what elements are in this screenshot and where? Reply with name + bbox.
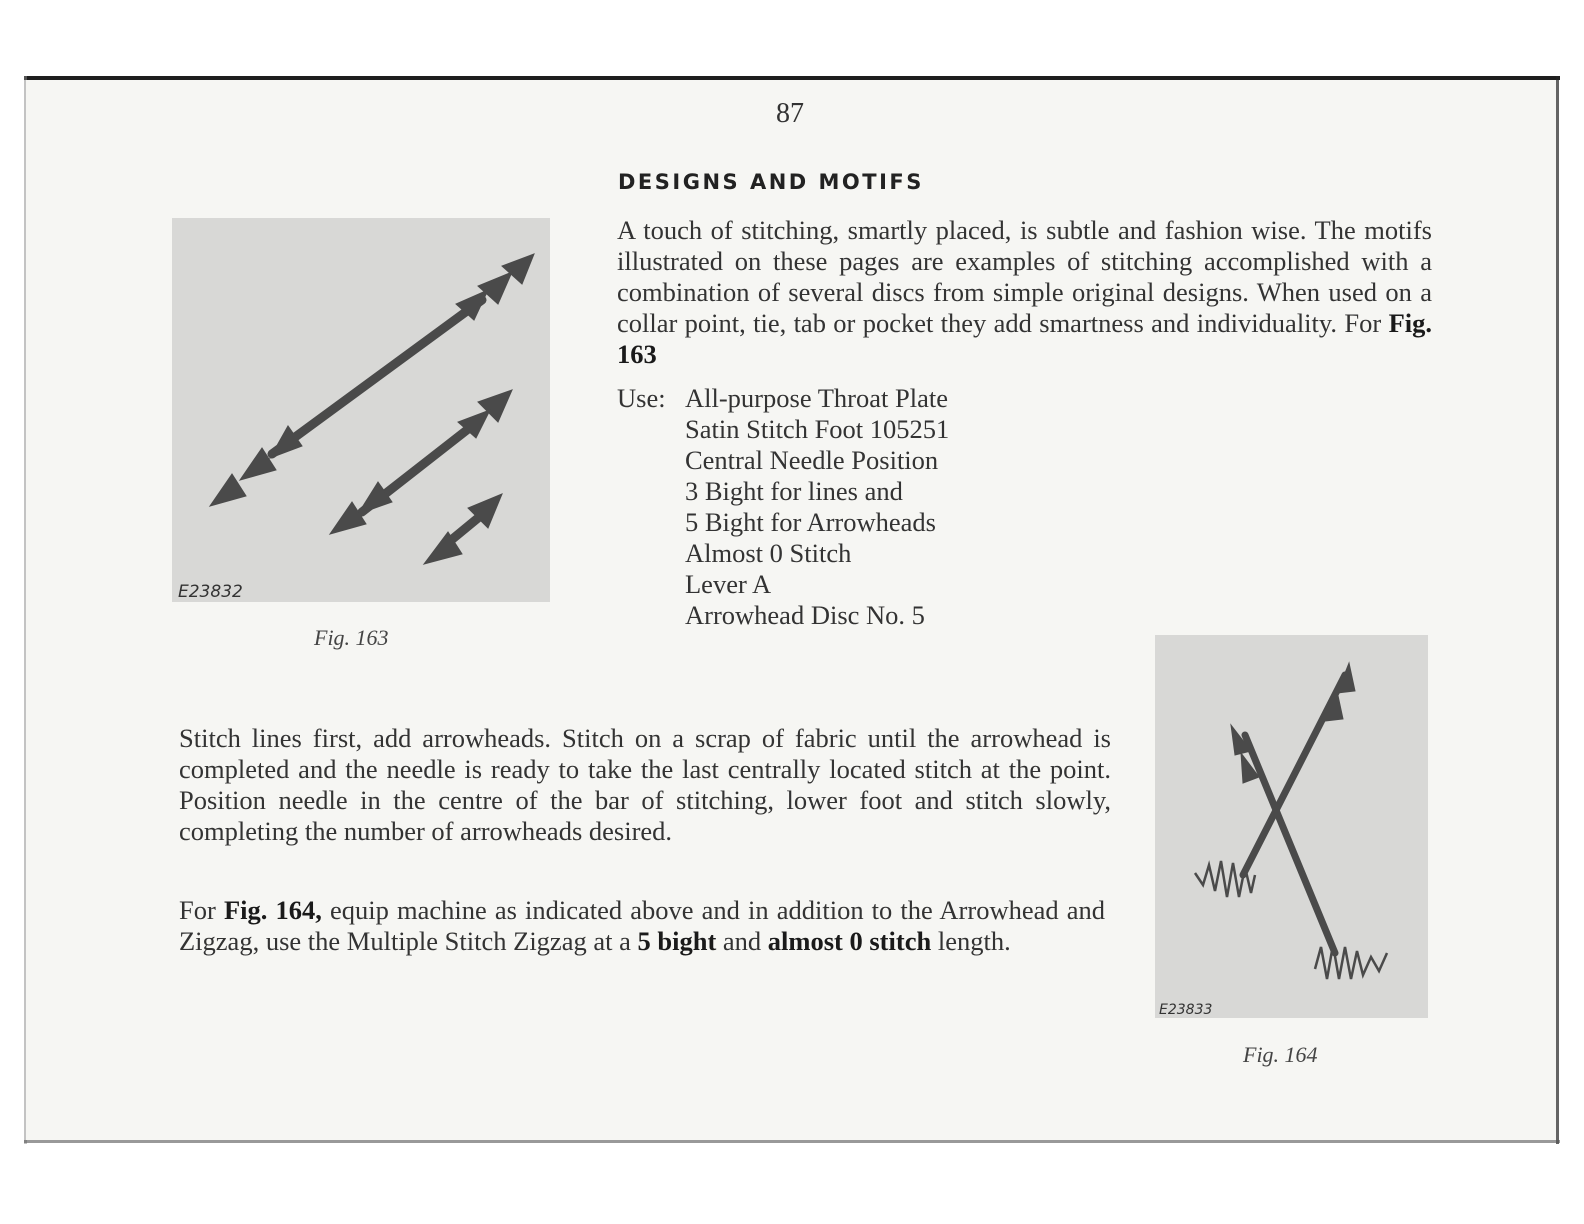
arrowhead [330,502,366,534]
use-item: Central Needle Position [685,445,939,475]
page-number: 87 [776,98,804,129]
arrowhead [358,482,392,514]
figure-163-image [172,218,550,602]
para2-lead: For [179,895,224,925]
para2-bold1: 5 bight [637,926,717,956]
use-item: Almost 0 Stitch [685,538,852,568]
figure-163-code: E23832 [178,582,243,602]
figure-164-code: E23833 [1159,1002,1213,1018]
use-item: 3 Bight for lines and [685,476,903,506]
figure-164-image [1155,635,1428,1018]
use-label: Use: [617,383,666,413]
use-list [685,383,1135,631]
para2-text2: and [716,926,768,956]
section-heading: DESIGNS AND MOTIFS [618,170,924,194]
scan-edge-bottom [24,1140,1560,1143]
scan-edge-right [1556,76,1559,1144]
intro-fig-ref: Fig. 163 [617,308,1432,369]
use-item: 5 Bight for Arrowheads [685,507,936,537]
para2-text3: length. [931,926,1011,956]
figure-163-caption: Fig. 163 [314,625,389,650]
zigzag-stitch [1315,945,1387,979]
para2-fig-ref: Fig. 164, [223,895,322,925]
para2-bold2: almost 0 stitch [767,926,932,956]
intro-text: A touch of stitching, smartly placed, is subtle and fashion wise. The motifs illustrated on these pages are examples of stitching accomplished with a combination of several discs from simple original designs. When used on a collar point, tie, tab or pocket they add smartness and individuality. For [617,215,1432,338]
use-item: Satin Stitch Foot 105251 [685,414,950,444]
stitch-line [272,300,482,454]
use-item: All-purpose Throat Plate [685,383,948,413]
arrow-motif-illustration [172,218,550,602]
use-item: Arrowhead Disc No. 5 [685,600,925,630]
para2-text1: equip machine as indicated above and in addition to the Arrowhead and Zigzag, use the Multiple Stitch Zigzag at a [179,895,1105,956]
intro-paragraph [617,215,1432,370]
instructions-paragraph: Stitch lines first, add arrowheads. Stitch on a scrap of fabric until the arrowhead is completed and the needle is ready to take the last centrally located stitch at the point. Position needle in the centre of the bar of stitching, lower foot and stitch slowly, completing the number of arrowheads desired. [179,723,1111,846]
crossed-arrow-motif-illustration [1155,635,1428,1018]
figure-164-caption: Fig. 164 [1243,1042,1318,1067]
use-item: Lever A [685,569,772,599]
fig-164-paragraph [179,895,1105,957]
